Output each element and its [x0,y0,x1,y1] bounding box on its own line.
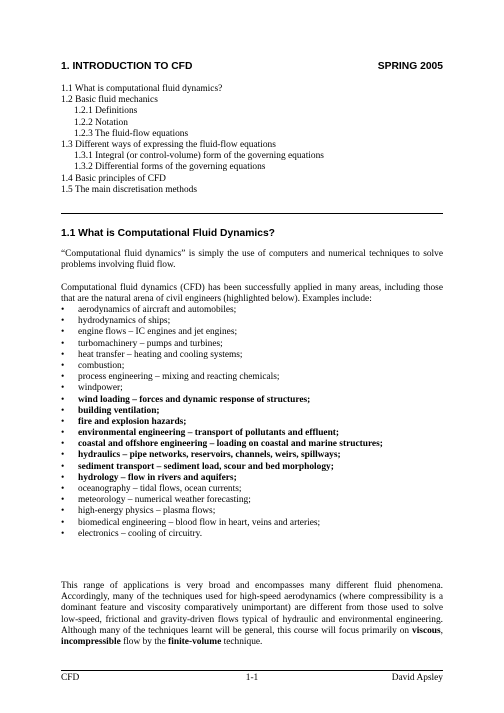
toc-entry: 1.5 The main discretisation methods [61,184,198,195]
list-item-text: windpower; [78,383,123,394]
toc-entry: 1.1 What is computational fluid dynamics? [61,84,223,94]
list-item-text: hydrology – flow in rivers and aquifers; [78,472,237,483]
list-item [61,339,451,350]
scope-paragraph [61,581,443,648]
list-item-text: sediment transport – sediment load, scour and bed morphology; [78,461,334,472]
scope-text-mid: flow by the [120,637,169,648]
applications-intro-paragraph: Computational fluid dynamics (CFD) has been successfully applied in many areas, including those that are the natural arena of civil engineers (highlighted below). Examples include: [61,283,443,305]
list-item-text: oceanography – tidal flows, ocean currents; [78,484,242,494]
list-item [61,417,451,428]
bullet-icon: • [61,405,65,416]
list-item [61,518,451,529]
bullet-icon: • [61,416,65,427]
list-item [61,506,451,517]
list-item-text: process engineering – mixing and reacting chemicals; [78,372,280,383]
toc-entry: 1.2.1 Definitions [74,106,138,117]
list-item [61,495,451,506]
list-item [61,372,451,383]
list-item-text: biomedical engineering – blood flow in heart, veins and arteries; [78,517,321,528]
list-item [61,395,451,406]
bullet-icon: • [61,450,65,461]
list-item-text: hydraulics – pipe networks, reservoirs, channels, weirs, spillways; [78,450,341,461]
list-item [61,327,451,338]
toc-entry: 1.2.3 The fluid-flow equations [74,128,189,139]
bullet-icon: • [61,506,65,517]
list-item [61,305,451,316]
bullet-icon: • [61,305,65,315]
table-of-contents [61,84,451,196]
list-item-text: wind loading – forces and dynamic response of structures; [78,394,311,405]
bullet-icon: • [61,316,65,327]
list-item-text: turbomachinery – pumps and turbines; [78,338,223,349]
toc-entry: 1.3 Different ways of expressing the fluid-flow equations [61,140,276,151]
list-item [61,473,451,484]
list-item-text: engine flows – IC engines and jet engines; [78,327,238,338]
bullet-icon: • [61,372,65,383]
intro-paragraph: “Computational fluid dynamics” is simply the use of computers and numerical techniques to solve problems involving fluid flow. [61,249,443,271]
bullet-icon: • [61,528,65,539]
list-item [61,484,451,495]
bullet-icon: • [61,338,65,349]
toc-entry: 1.3.2 Differential forms of the governing equations [74,162,266,173]
list-item [61,450,451,461]
bullet-icon: • [61,439,65,450]
applications-list [61,305,451,540]
list-item [61,350,451,361]
list-item [61,316,451,327]
bullet-icon: • [61,461,65,472]
scope-sep: , [440,625,443,636]
list-item [61,361,451,372]
toc-entry: 1.2 Basic fluid mechanics [61,95,158,106]
list-item-text: fire and explosion hazards; [78,416,187,427]
list-item-text: heat transfer – heating and cooling systems; [78,349,243,360]
footer-author: David Apsley [391,673,443,683]
list-item-text: aerodynamics of aircraft and automobiles; [78,305,237,315]
bullet-icon: • [61,484,65,494]
bullet-icon: • [61,428,65,439]
list-item [61,383,451,394]
list-item-text: environmental engineering – transport of pollutants and effluent; [78,428,340,439]
bullet-icon: • [61,517,65,528]
list-item [61,462,451,473]
footer-divider [61,670,443,671]
list-item [61,406,451,417]
list-item-text: coastal and offshore engineering – loading on coastal and marine structures; [78,439,383,450]
term-label: SPRING 2005 [377,61,443,72]
chapter-title: 1. INTRODUCTION TO CFD [61,61,193,72]
section-heading: 1.1 What is Computational Fluid Dynamics? [61,228,275,239]
list-item [61,529,451,540]
toc-entry: 1.3.1 Integral (or control-volume) form of the governing equations [74,151,324,162]
scope-bold-viscous: viscous [412,625,441,636]
bullet-icon: • [61,394,65,405]
list-item-text: meteorology – numerical weather forecasting; [78,495,251,506]
toc-entry: 1.2.2 Notation [74,117,128,128]
bullet-icon: • [61,327,65,338]
list-item [61,439,451,450]
bullet-icon: • [61,349,65,360]
scope-text-start: This range of applications is very broad and encompasses many different fluid phenomena. Accordingly, many of the techniques used for high-speed aerodynamics (where compressibility is a dominant feature and viscosity comparatively unimportant) are different from those used to solve low-speed, frictional and gravity-driven flows typical of hydraulic and environmental engineering. Although many of the techniques learnt will be general, this course will focus primarily on [61,581,443,636]
scope-text-end: technique. [221,637,263,648]
toc-entry: 1.4 Basic principles of CFD [61,173,166,184]
bullet-icon: • [61,495,65,506]
list-item-text: combustion; [78,360,125,371]
bullet-icon: • [61,360,65,371]
list-item-text: high-energy physics – plasma flows; [78,506,216,517]
list-item-text: hydrodynamics of ships; [78,316,171,327]
bullet-icon: • [61,383,65,394]
list-item-text: electronics – cooling of circuitry. [78,528,203,539]
footer-course: CFD [61,673,80,683]
divider [61,213,443,214]
page-number: 1-1 [245,673,259,683]
bullet-icon: • [61,472,65,483]
scope-bold-incompressible: incompressible [61,637,121,648]
list-item-text: building ventilation; [78,405,160,416]
list-item [61,428,451,439]
scope-bold-finite-volume: finite-volume [168,637,222,648]
